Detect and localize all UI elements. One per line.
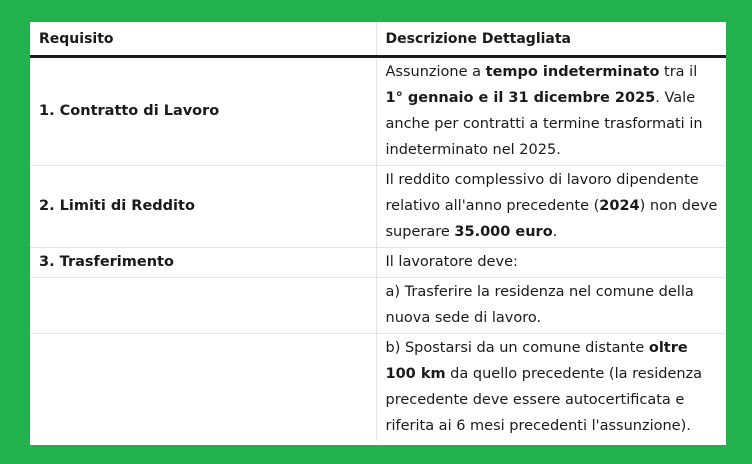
table-header-row [30, 22, 726, 57]
description-text: Il lavoratore deve: [385, 254, 518, 270]
table-row [30, 334, 726, 442]
table-row [30, 166, 726, 248]
emphasis-text: 2024 [599, 198, 640, 214]
description-text: da quello precedente (la residenza precedente deve essere autocertificata e riferita ai 6 mesi precedenti l'assunzione). [385, 366, 703, 434]
description-cell [376, 334, 726, 442]
description-text: Assunzione a [385, 64, 486, 80]
description-text: b) Spostarsi da un comune distante [385, 340, 649, 356]
requirement-cell: 1. Contratto di Lavoro [30, 57, 376, 166]
requirement-cell: 3. Trasferimento [30, 248, 376, 278]
description-text: tra il [659, 64, 698, 80]
table-row [30, 248, 726, 278]
requirement-cell [30, 278, 376, 334]
emphasis-text: tempo indeterminato [485, 64, 660, 80]
description-text: ) non deve superare [385, 198, 718, 240]
requirement-cell: 2. Limiti di Reddito [30, 166, 376, 248]
description-text: Il reddito complessivo di lavoro dipendente relativo all'anno precedente ( [385, 172, 699, 214]
description-text: a) Trasferire la residenza nel comune della nuova sede di lavoro. [385, 284, 694, 326]
requirement-cell [30, 334, 376, 442]
table-row [30, 57, 726, 166]
description-cell [376, 57, 726, 166]
emphasis-text: 1° gennaio e il 31 dicembre 2025 [385, 90, 656, 106]
header-requisito: Requisito [30, 22, 376, 57]
emphasis-text: oltre 100 km [385, 340, 688, 382]
description-cell [376, 278, 726, 334]
header-descrizione: Descrizione Dettagliata [376, 22, 726, 57]
requirements-table-container [30, 22, 726, 445]
description-text: . Vale anche per contratti a termine trasformati in indeterminato nel 2025. [385, 90, 703, 158]
description-text: . [552, 224, 558, 240]
description-cell [376, 248, 726, 278]
emphasis-text: 35.000 euro [454, 224, 553, 240]
table-row [30, 278, 726, 334]
requirements-table [30, 22, 726, 441]
description-cell [376, 166, 726, 248]
